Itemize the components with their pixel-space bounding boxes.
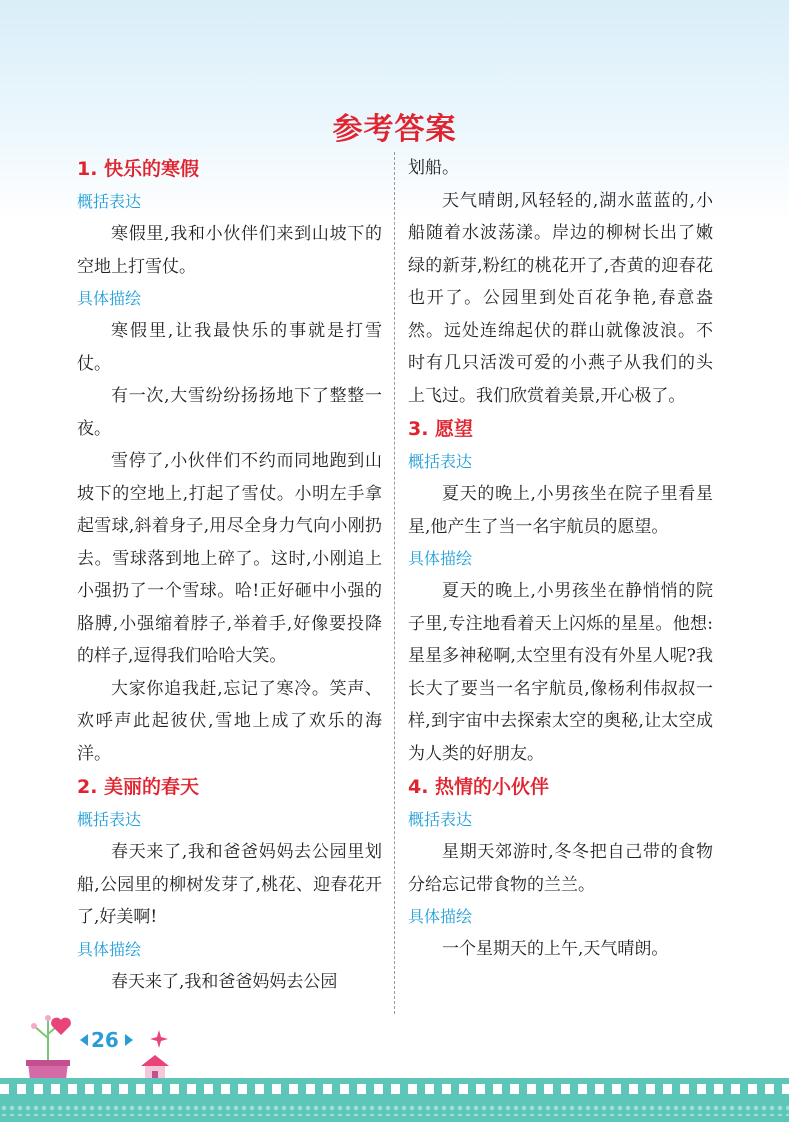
section-2-detail-para-2: 天气晴朗,风轻轻的,湖水蓝蓝的,小船随着水波荡漾。岸边的柳树长出了嫩绿的新芽,粉红的桃花开了,杏黄的迎春花也开了。公园里到处百花争艳,春意盎然。远处连绵起伏的群山就像波浪。不时有几只活泼可爱的小燕子从我们的头上飞过。我们欣赏着美景,开心极了。 [408, 190, 713, 406]
section-1-detail-para-3: 雪停了,小伙伴们不约而同地跑到山坡下的空地上,打起了雪仗。小明左手拿起雪球,斜着身子,用尽全身力气向小刚扔去。雪球落到地上碎了。这时,小刚追上小强扔了一个雪球。哈!正好砸中小强的胳膊,小强缩着脖子,举着手,好像要投降的样子,逗得我们哈哈大笑。 [77, 451, 382, 666]
section-2-detail-para-1: 春天来了,我和爸爸妈妈去公园 [111, 971, 338, 992]
section-3-detail-text: 夏天的晚上,小男孩坐在静悄悄的院子里,专注地看着天上闪烁的星星。他想:星星多神秘啊,太空里有没有外星人呢?我长大了要当一名宇航员,像杨利伟叔叔一样,到宇宙中去探索太空的奥秘,让太空成为人类的好朋友。 [408, 581, 713, 764]
section-3-summary-heading: 概括表达 [408, 452, 473, 471]
section-1-detail-heading: 具体描绘 [77, 289, 142, 308]
section-2-detail-heading: 具体描绘 [77, 939, 142, 959]
right-column [408, 152, 713, 966]
section-1-detail-para-2: 有一次,大雪纷纷扬扬地下了整整一夜。 [77, 386, 382, 439]
previous-page-arrow-icon [80, 1034, 88, 1046]
section-1-summary-heading: 概括表达 [77, 192, 142, 211]
section-4-summary-text: 星期天郊游时,冬冬把自己带的食物分给忘记带食物的兰兰。 [408, 842, 713, 895]
heart-icon [50, 1016, 72, 1036]
section-2-summary-heading: 概括表达 [77, 810, 142, 829]
column-divider [394, 152, 395, 1014]
page-number: 26 [91, 1028, 119, 1052]
section-4-detail-text: 一个星期天的上午,天气晴朗。 [442, 939, 669, 959]
section-3-detail-heading: 具体描绘 [408, 549, 473, 568]
section-2-detail-para-1-continued: 划船。 [408, 158, 459, 178]
section-1-detail-para-4: 大家你追我赶,忘记了寒冷。笑声、欢呼声此起彼伏,雪地上成了欢乐的海洋。 [77, 678, 382, 764]
page-title: 参考答案 [332, 112, 457, 147]
dotted-pattern [0, 1104, 789, 1116]
section-4-summary-heading: 概括表达 [408, 810, 473, 829]
section-2-summary-text: 春天来了,我和爸爸妈妈去公园里划船,公园里的柳树发芽了,桃花、迎春花开了,好美啊! [77, 842, 382, 927]
next-page-arrow-icon [125, 1034, 133, 1046]
section-3-summary-text: 夏天的晚上,小男孩坐在院子里看星星,他产生了当一名宇航员的愿望。 [408, 484, 713, 537]
section-3-title: 3. 愿望 [408, 418, 474, 440]
section-1-detail-para-1: 寒假里,让我最快乐的事就是打雪仗。 [77, 321, 382, 374]
sparkle-icon [150, 1030, 168, 1048]
section-4-detail-heading: 具体描绘 [408, 907, 473, 926]
film-strip-holes [0, 1084, 789, 1094]
section-4-title: 4. 热情的小伙伴 [408, 776, 550, 798]
section-1-title: 1. 快乐的寒假 [77, 158, 200, 180]
section-1-summary-text: 寒假里,我和小伙伴们来到山坡下的空地上打雪仗。 [77, 224, 382, 277]
section-2-title: 2. 美丽的春天 [77, 776, 200, 798]
left-column [77, 152, 382, 998]
